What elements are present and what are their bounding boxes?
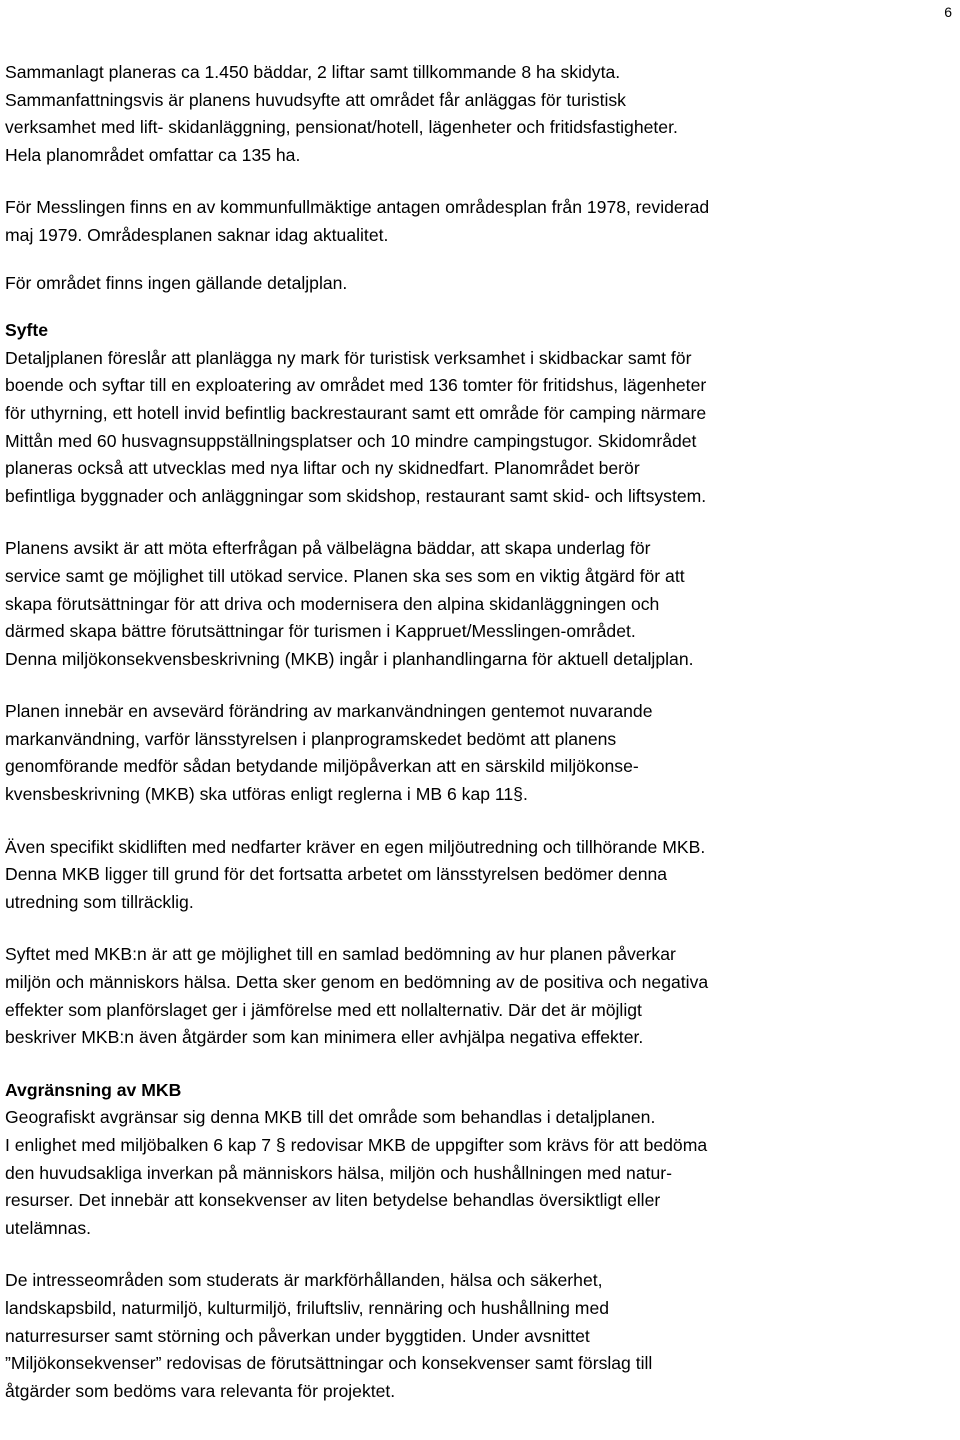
text-line: verksamhet med lift- skidanläggning, pensionat/hotell, lägenheter och fritidsfastigheter.	[5, 117, 678, 138]
text-line: utelämnas.	[5, 1217, 92, 1238]
text-line: utredning som tillräcklig.	[5, 891, 194, 912]
paragraph	[5, 270, 960, 298]
text-line: Planens avsikt är att möta efterfrågan på välbelägna bäddar, att skapa underlag för	[5, 538, 651, 559]
text-line: service samt ge möjlighet till utökad service. Planen ska ses som en viktig åtgärd för att	[5, 565, 685, 586]
text-line: beskriver MKB:n även åtgärder som kan minimera eller avhjälpa negativa effekter.	[5, 1027, 644, 1048]
text-line: landskapsbild, naturmiljö, kulturmiljö, friluftsliv, rennäring och hushållning med	[5, 1297, 610, 1318]
paragraph-spacer	[5, 169, 960, 194]
paragraph-spacer	[5, 916, 960, 941]
text-line: I enlighet med miljöbalken 6 kap 7 § redovisar MKB de uppgifter som krävs för att bedöma	[5, 1135, 708, 1155]
text-line: befintliga byggnader och anläggningar som skidshop, restaurant samt skid- och liftsystem.	[5, 485, 707, 506]
text-line: De intresseområden som studerats är markförhållanden, hälsa och säkerhet,	[5, 1270, 603, 1291]
paragraph-spacer	[5, 1242, 960, 1267]
text-line: ”Miljökonsekvenser” redovisas de förutsättningar och konsekvenser samt förslag till	[5, 1353, 653, 1374]
text-line: Även specifikt skidliften med nedfarter kräver en egen miljöutredning och tillhörande MKB.	[5, 836, 706, 857]
paragraph-spacer	[5, 297, 960, 317]
paragraph-spacer	[5, 809, 960, 834]
section-paragraph	[5, 1077, 960, 1243]
text-line: resurser. Det innebär att konsekvenser av liten betydelse behandlas översiktligt eller	[5, 1190, 661, 1211]
paragraph	[5, 59, 960, 169]
text-line: planeras också att utvecklas med nya liftar och ny skidnedfart. Planområdet berör	[5, 458, 640, 479]
text-line: miljön och människors hälsa. Detta sker genom en bedömning av de positiva och negativa	[5, 972, 709, 993]
page-number: 6	[944, 4, 952, 20]
text-line: Sammanlagt planeras ca 1.450 bäddar, 2 liftar samt tillkommande 8 ha skidyta.	[5, 62, 621, 82]
paragraph	[5, 1267, 960, 1405]
text-line: För Messlingen finns en av kommunfullmäktige antagen områdesplan från 1978, reviderad	[5, 197, 710, 218]
paragraph	[5, 194, 960, 249]
paragraph	[5, 834, 960, 917]
paragraph-spacer	[5, 510, 960, 535]
section-heading: Avgränsning av MKB	[5, 1079, 182, 1100]
text-line: Denna MKB ligger till grund för det fortsatta arbetet om länsstyrelsen bedömer denna	[5, 864, 668, 885]
text-line: Sammanfattningsvis är planens huvudsyfte att området får anläggas för turistisk	[5, 89, 626, 110]
section-heading: Syfte	[5, 320, 49, 341]
paragraph	[5, 941, 960, 1051]
text-line: Planen innebär en avsevärd förändring av markanvändningen gentemot nuvarande	[5, 701, 653, 722]
text-line: Denna miljökonsekvensbeskrivning (MKB) ingår i planhandlingarna för aktuell detaljplan.	[5, 648, 694, 669]
document-body	[5, 59, 960, 1405]
text-line: Syftet med MKB:n är att ge möjlighet till en samlad bedömning av hur planen påverkar	[5, 944, 676, 965]
text-line: maj 1979. Områdesplanen saknar idag aktualitet.	[5, 224, 389, 245]
text-line: kvensbeskrivning (MKB) ska utföras enligt reglerna i MB 6 kap 11§.	[5, 784, 528, 805]
text-line: Geografiskt avgränsar sig denna MKB till det område som behandlas i detaljplanen.	[5, 1107, 656, 1128]
text-line: den huvudsakliga inverkan på människors hälsa, miljön och hushållningen med natur-	[5, 1162, 672, 1183]
section-paragraph	[5, 317, 960, 510]
text-line: naturresurser samt störning och påverkan under byggtiden. Under avsnittet	[5, 1325, 590, 1346]
paragraph-spacer	[5, 250, 960, 270]
text-line: för uthyrning, ett hotell invid befintlig backrestaurant samt ett område för camping närmare	[5, 402, 707, 423]
text-line: effekter som planförslaget ger i jämförelse med ett nollalternativ. Där det är möjligt	[5, 999, 642, 1020]
text-line: markanvändning, varför länsstyrelsen i planprogramskedet bedömt att planens	[5, 728, 617, 749]
text-line: boende och syftar till en exploatering av området med 136 tomter för fritidshus, lägenheter	[5, 375, 707, 396]
text-line: Detaljplanen föreslår att planlägga ny mark för turistisk verksamhet i skidbackar samt för	[5, 347, 692, 368]
paragraph-spacer	[5, 673, 960, 698]
text-line: Mittån med 60 husvagnsuppställningsplatser och 10 mindre campingstugor. Skidområdet	[5, 430, 697, 451]
text-line: Hela planområdet omfattar ca 135 ha.	[5, 144, 301, 165]
text-line: genomförande medför sådan betydande miljöpåverkan att en särskild miljökonse-	[5, 756, 639, 777]
text-line: skapa förutsättningar för att driva och modernisera den alpina skidanläggningen och	[5, 593, 660, 614]
text-line: För området finns ingen gällande detaljplan.	[5, 272, 348, 293]
paragraph	[5, 698, 960, 808]
text-line: åtgärder som bedöms vara relevanta för projektet.	[5, 1380, 396, 1401]
text-line: därmed skapa bättre förutsättningar för turismen i Kappruet/Messlingen-området.	[5, 621, 636, 642]
paragraph	[5, 535, 960, 673]
paragraph-spacer	[5, 1052, 960, 1077]
